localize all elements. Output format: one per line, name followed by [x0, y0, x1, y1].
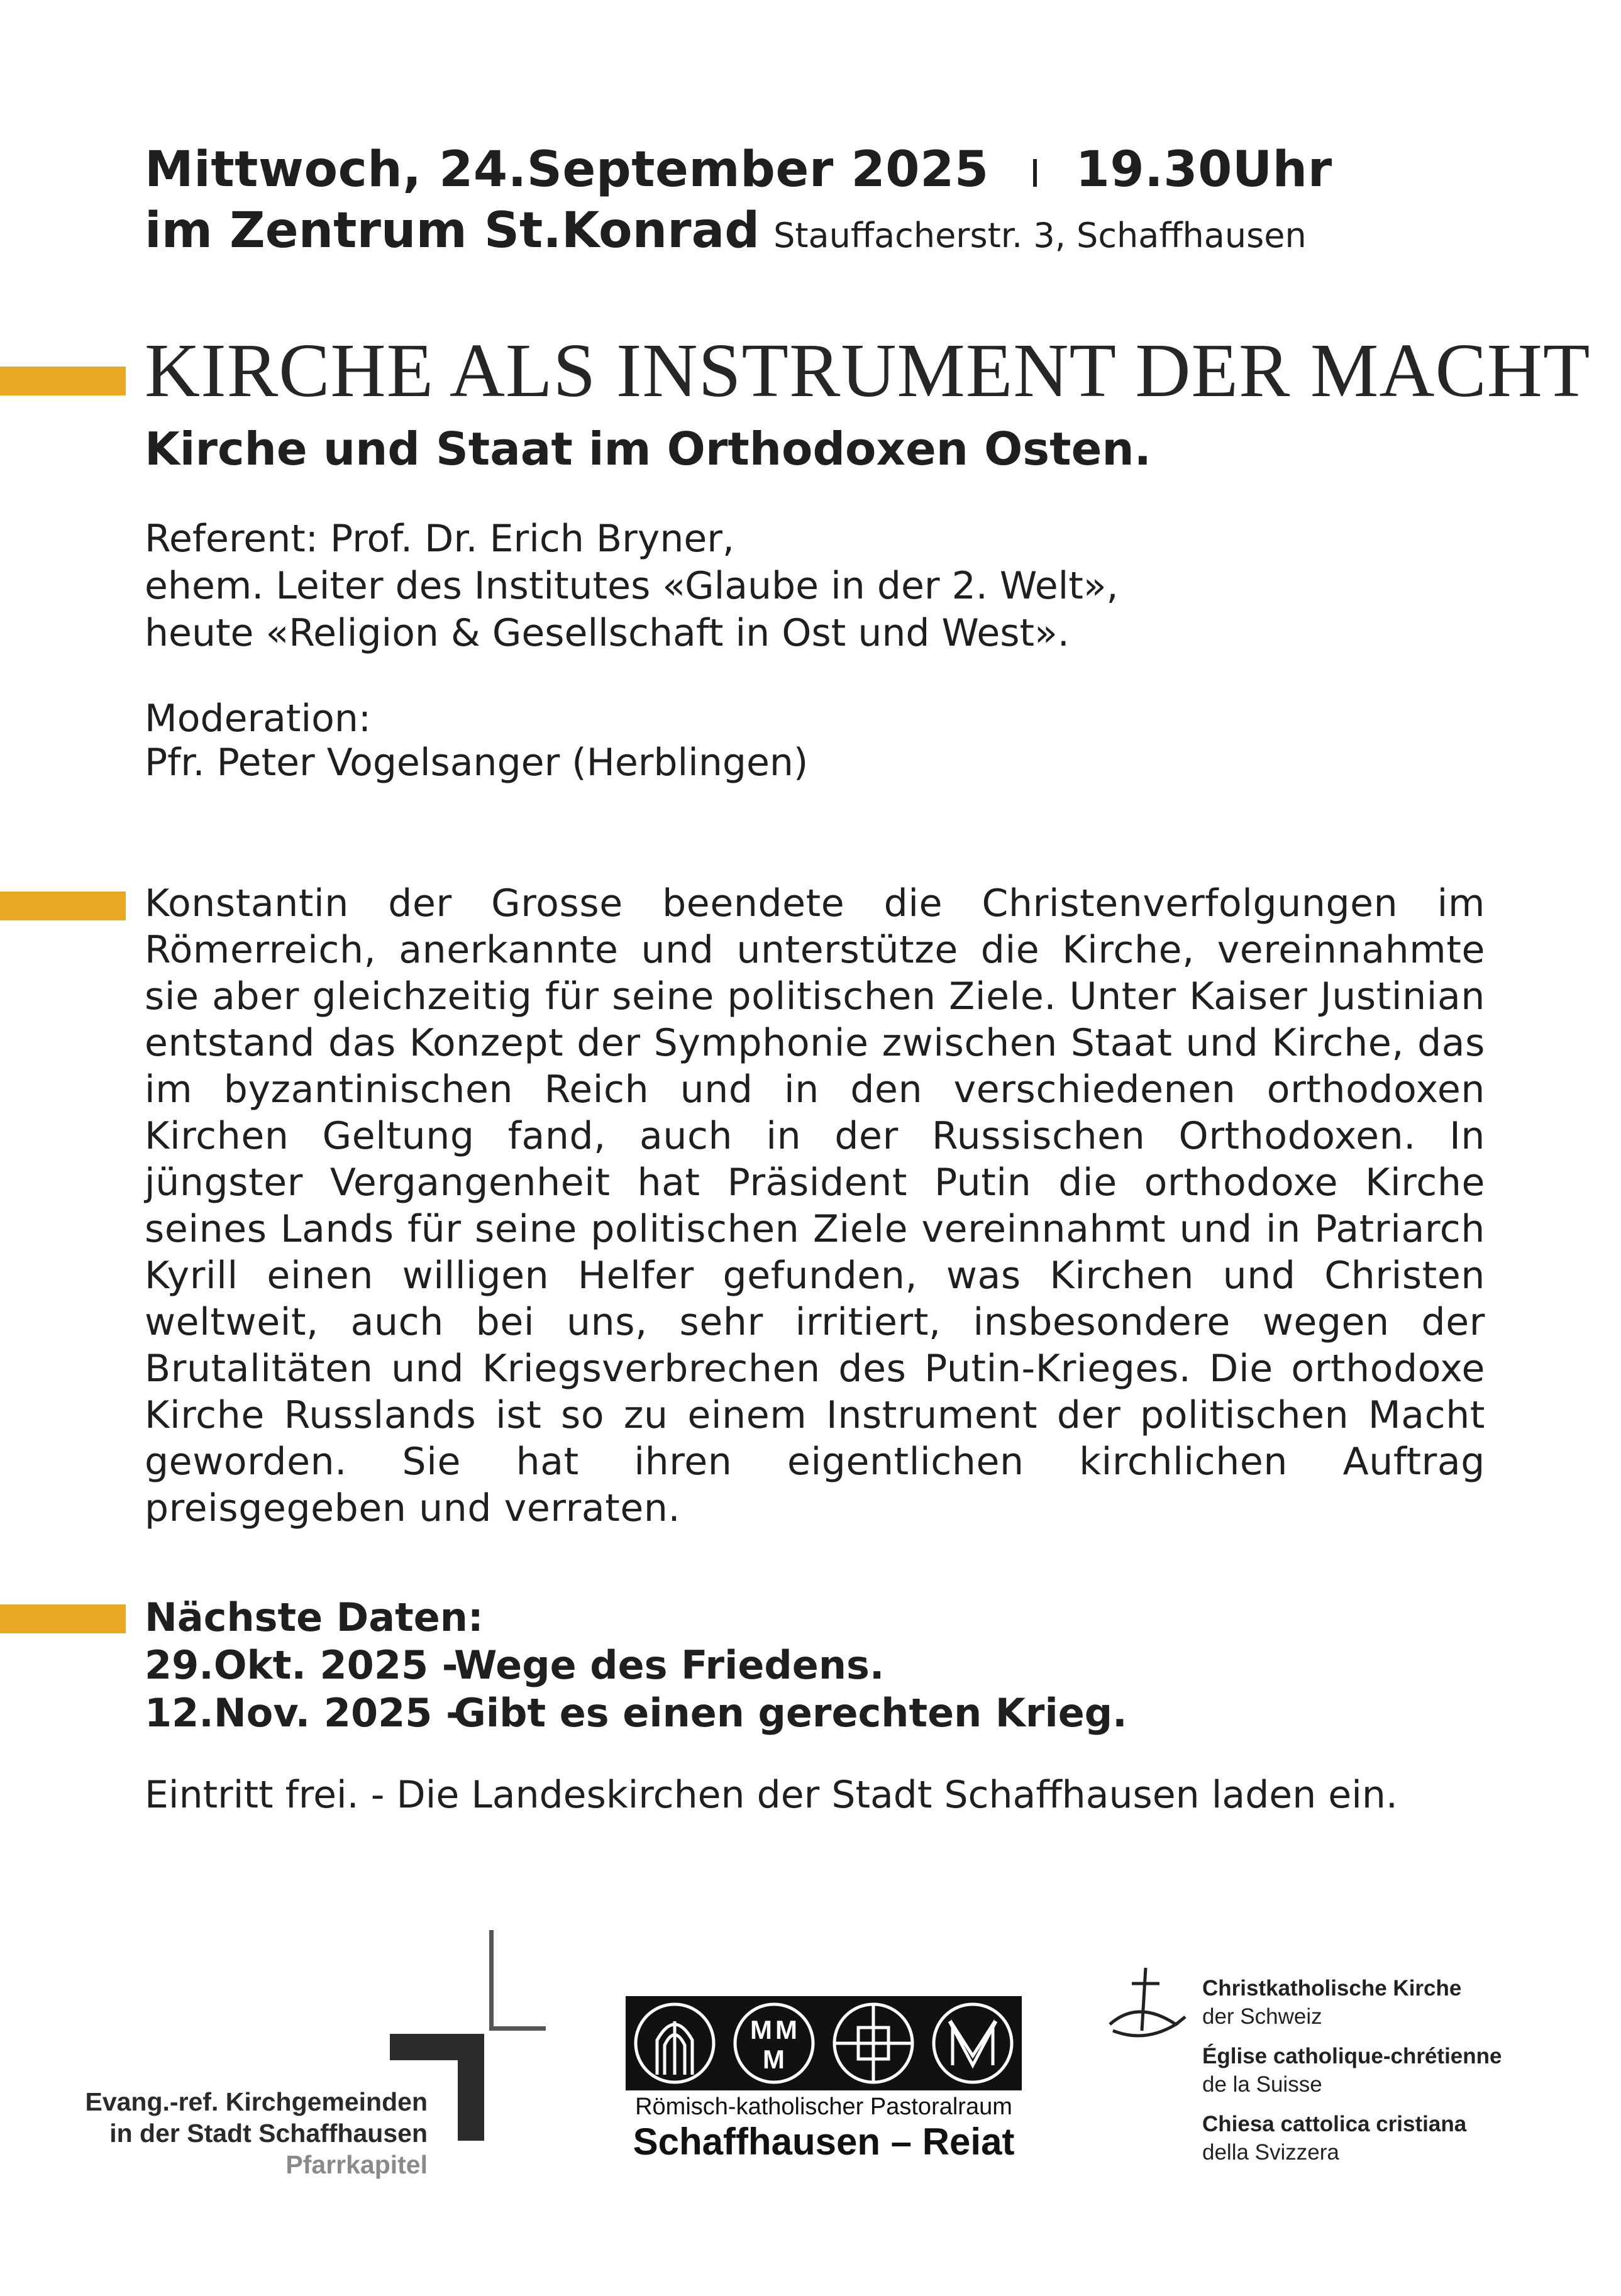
ck-it-bold: Chiesa cattolica cristiana	[1202, 2112, 1467, 2136]
event-date-time	[145, 141, 1332, 198]
christcatholic-cross-fish-icon	[1107, 1962, 1188, 2056]
next-date-item	[145, 1642, 1127, 1689]
svg-text:M: M	[750, 2015, 772, 2045]
reformed-line-1: Evang.-ref. Kirchgemeinden	[85, 2087, 428, 2116]
reformed-line-3: Pfarrkapitel	[285, 2150, 428, 2179]
ck-fr-bold: Église catholique-chrétienne	[1202, 2044, 1502, 2068]
svg-text:M: M	[763, 2045, 785, 2074]
ck-de: der Schweiz	[1202, 2004, 1322, 2029]
speaker-info	[145, 516, 1119, 657]
accent-bar-title	[0, 367, 126, 395]
catholic-emblems-logo	[626, 1996, 1022, 2090]
moderation-name: Pfr. Peter Vogelsanger (Herblingen)	[145, 741, 809, 785]
reformed-line-2: in der Stadt Schaffhausen	[109, 2119, 428, 2148]
accent-bar-description	[0, 891, 126, 920]
next-topic: Gibt es einen gerechten Krieg.	[454, 1690, 1127, 1736]
event-venue: im Zentrum St.Konrad	[145, 202, 760, 259]
ck-it: della Svizzera	[1202, 2140, 1339, 2165]
next-dates-label: Nächste Daten:	[145, 1594, 484, 1640]
ck-de-bold: Christkatholische Kirche	[1202, 1976, 1462, 2001]
next-topic: Wege des Friedens.	[454, 1642, 885, 1688]
page-title: KIRCHE ALS INSTRUMENT DER MACHT	[145, 328, 1591, 413]
christcatholic-logo-text	[1202, 1974, 1502, 2166]
next-date-item	[145, 1689, 1127, 1737]
accent-bar-next-dates	[0, 1604, 126, 1633]
ck-fr: de la Suisse	[1202, 2072, 1322, 2097]
footer-note: Eintritt frei. - Die Landeskirchen der Stadt Schaffhausen laden ein.	[145, 1773, 1398, 1817]
page-subtitle: Kirche und Staat im Orthodoxen Osten.	[145, 422, 1152, 475]
speaker-line-1: Referent: Prof. Dr. Erich Bryner,	[145, 517, 734, 561]
next-date: 12.Nov. 2025 -	[145, 1690, 462, 1736]
event-description: Konstantin der Grosse beendete die Christenverfolgungen im Römerreich, anerkannte und unterstütze die Kirche, vereinnahmte sie aber gleichzeitig für seine politischen Ziele. Unter Kaiser Justinian entstand das Konzept der Symphonie zwischen Staat und Kirche, das im byzantinischen Reich und in den verschiedenen orthodoxen Kirchen Geltung fand, auch in der Russischen Orthodoxen. In jüngster Vergangenheit hat Präsident Putin die orthodoxe Kirche seines Lands für seine politischen Ziele vereinnahmt und in Patriarch Kyrill einen willigen Helfer gefunden, was Kirchen und Christen weltweit, auch bei uns, sehr irritiert, insbesondere wegen der Brutalitäten und Kriegsverbrechen des Putin-Krieges. Die orthodoxe Kirche Russlands ist so zu einem Instrument der politischen Macht geworden. Sie hat ihren eigentlichen kirchlichen Auftrag preisgegeben und verraten.	[145, 881, 1485, 1530]
catholic-line-2: Schaffhausen – Reiat	[633, 2121, 1015, 2163]
event-date: Mittwoch, 24.September 2025	[145, 141, 989, 198]
event-venue-line	[145, 202, 1307, 259]
event-address: Stauffacherstr. 3, Schaffhausen	[773, 216, 1307, 255]
moderation-label: Moderation:	[145, 697, 372, 741]
moderation-info	[145, 697, 808, 785]
speaker-line-2: ehem. Leiter des Institutes «Glaube in der 2. Welt»,	[145, 564, 1119, 608]
next-date: 29.Okt. 2025 -	[145, 1642, 458, 1688]
separator	[1033, 159, 1037, 187]
catholic-line-1: Römisch-katholischer Pastoralraum	[635, 2094, 1012, 2120]
svg-text:M: M	[775, 2015, 797, 2045]
speaker-line-3: heute «Religion & Gesellschaft in Ost und West».	[145, 611, 1070, 655]
event-time: 19.30Uhr	[1075, 141, 1332, 198]
reformed-logo-text	[75, 2086, 428, 2180]
next-dates	[145, 1594, 1127, 1737]
